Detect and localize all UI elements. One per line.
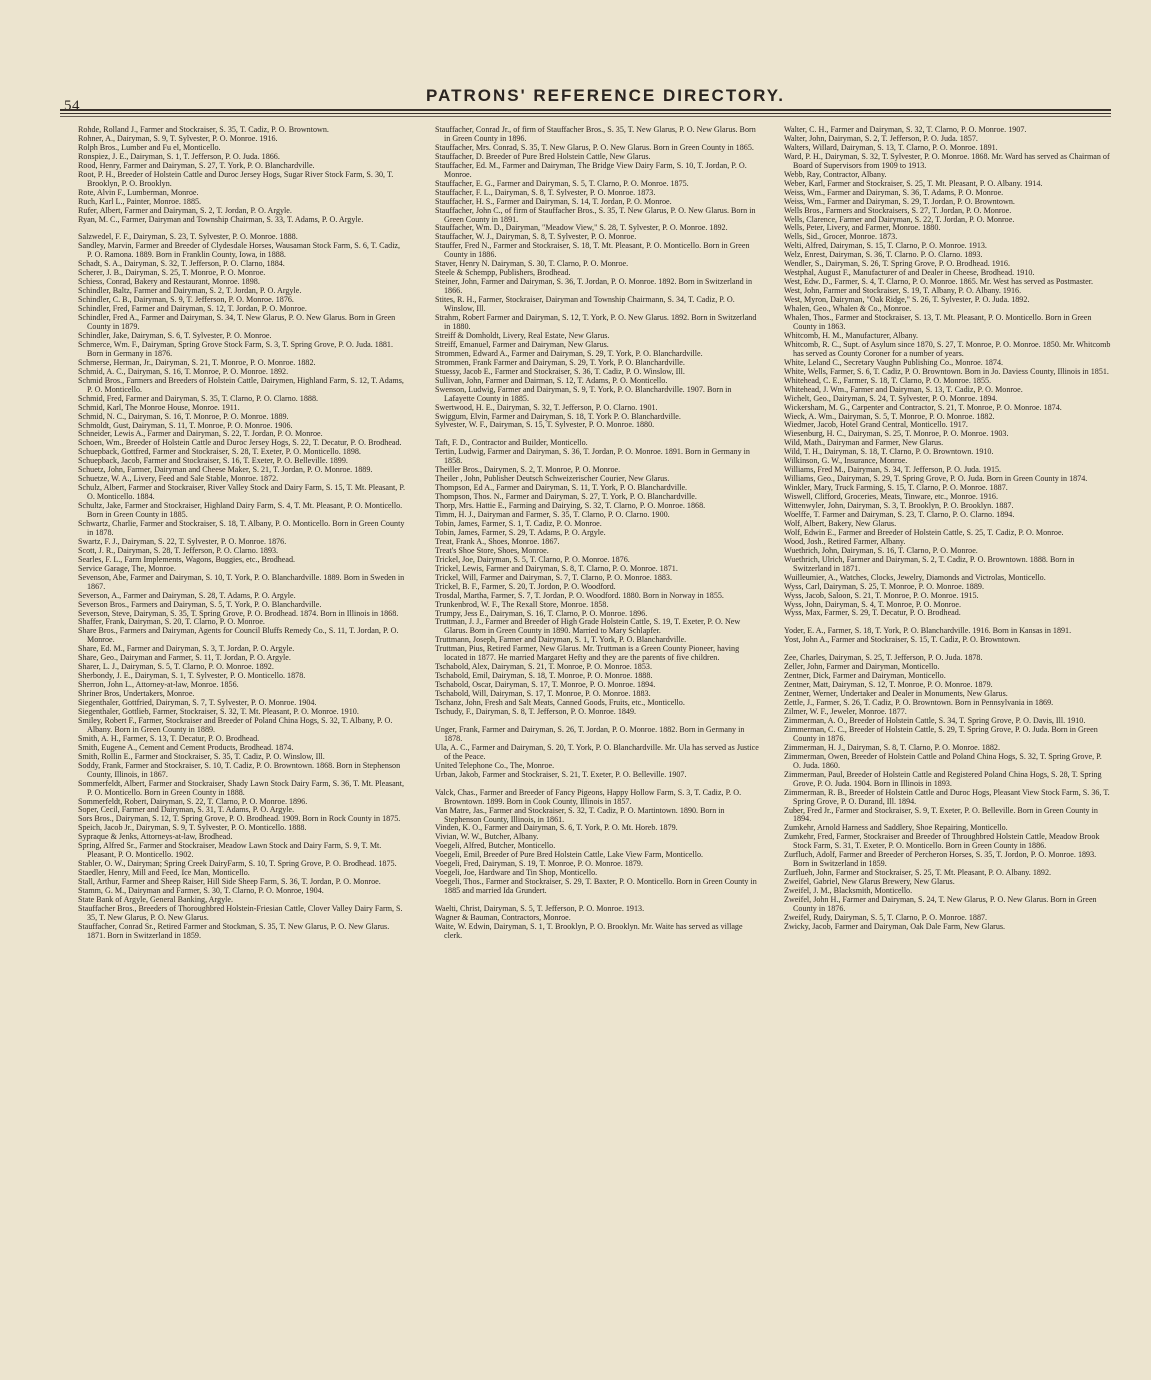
directory-entry: Trickel, B. F., Farmer, S. 20, T. Jordon, P. O. Woodford.	[435, 581, 616, 591]
directory-entry: Sharer, L. J., Dairyman, S. 5, T. Clarno, P. O. Monroe. 1892.	[78, 662, 274, 672]
directory-entry: Zweifel, John H., Farmer and Dairyman, S. 24, T. New Glarus, P. O. New Glarus. Born in Green County in 1876.	[784, 895, 1097, 914]
directory-entry: Rote, Alvin F., Lumberman, Monroe.	[78, 187, 199, 197]
directory-entry: Unger, Frank, Farmer and Dairyman, S. 26, T. Jordan, P. O. Monroe. 1882. Born in Germany in 1878.	[435, 724, 745, 743]
directory-entry: Schuetze, W. A., Livery, Feed and Sale Stable, Monroe. 1872.	[78, 474, 279, 484]
directory-entry: Zentner, Matt, Dairyman, S. 12, T. Monroe, P. O. Monroe. 1879.	[784, 680, 993, 690]
directory-entry: Whitehead, J. Wm., Farmer and Dairyman, S. 13, T. Cadiz, P. O. Monroe.	[784, 384, 1023, 394]
directory-entry: Strommen, Edward A., Farmer and Dairyman, S. 29, T. York, P. O. Blanchardville.	[435, 348, 703, 358]
directory-entry: Sevenson, Abe, Farmer and Dairyman, S. 10, T. York, P. O. Blanchardville. 1889. Born in Sweden in 1867.	[78, 572, 405, 591]
directory-entry: Stauffacher, Conrad Sr., Retired Farmer and Stockman, S. 35, T. New Glarus, P. O. New Glarus. 1871. Born in Switzerland in 1859.	[78, 921, 390, 940]
directory-entry: Schiess, Conrad, Bakery and Restaurant, Monroe. 1898.	[78, 277, 260, 287]
directory-entry: Schindler, C. B., Dairyman, S. 9, T. Jefferson, P. O. Monroe. 1876.	[78, 295, 294, 305]
directory-entry: Zuber, Fred Jr., Farmer and Stockraiser, S. 9, T. Exeter, P. O. Belleville. Born in Green County in 1894.	[784, 805, 1098, 824]
directory-entry: Thorp, Mrs. Hattie E., Farming and Dairying, S. 32, T. Clarno, P. O. Monroe. 1868.	[435, 501, 706, 511]
directory-entry: Wells Bros., Farmers and Stockraisers, S. 27, T. Jordan, P. O. Monroe.	[784, 205, 1012, 215]
directory-entry: Whitcomb, H. M., Manufacturer, Albany.	[784, 330, 919, 340]
directory-entry: Treat's Shoe Store, Shoes, Monroe.	[435, 545, 549, 555]
directory-entry: Wilkinson, G. W., Insurance, Monroe.	[784, 456, 908, 466]
directory-entry: Sherron, John L., Attorney-at-law, Monroe. 1856.	[78, 680, 239, 690]
directory-entry: Wichelt, Geo., Dairyman, S. 24, T. Sylvester, P. O. Monroe. 1894.	[784, 393, 998, 403]
directory-entry: Stauffacher, John C., of firm of Stauffacher Bros., S. 35, T. New Glarus, P. O. New Glarus. Born in Green County in 1891.	[435, 205, 756, 224]
directory-entry: Zweifel, J. M., Blacksmith, Monticello.	[784, 886, 913, 896]
directory-entry: Theiler , John, Publisher Deutsch Schweizerischer Courier, New Glarus.	[435, 474, 670, 484]
directory-entry: Williams, Geo., Dairyman, S. 29, T. Spring Grove, P. O. Juda. Born in Green County in 1874.	[784, 474, 1088, 484]
directory-entry: Wild, T. H., Dairyman, S. 18, T. Clarno, P. O. Browntown. 1910.	[784, 447, 994, 457]
directory-entry: Sylvester, W. F., Dairyman, S. 15, T. Sylvester, P. O. Monroe. 1880.	[435, 420, 655, 430]
directory-entry: West, John, Farmer and Stockraiser, S. 19, T. Albany, P. O. Albany. 1916.	[784, 286, 1022, 296]
directory-entry: Schindler, Fred A., Farmer and Dairyman, S. 34, T. New Glarus, P. O. New Glarus. Born in Green County in 1879.	[78, 313, 396, 332]
directory-entry: Wyss, John, Dairyman, S. 4, T. Monroe, P. O. Monroe.	[784, 599, 962, 609]
directory-entry: Wittenwyler, John, Dairyman, S. 3, T. Brooklyn, P. O. Brooklyn. 1887.	[784, 501, 1014, 511]
directory-entry: Root, P. H., Breeder of Holstein Cattle and Duroc Jersey Hogs, Sugar River Stock Farm, S. 30, T. Brooklyn, P. O. Brooklyn.	[78, 169, 394, 188]
directory-entry: Truttmann, Joseph, Farmer and Dairyman, S. 1, T. York, P. O. Blanchardville.	[435, 635, 687, 645]
directory-entry: Tschabold, Alex, Dairyman, S. 21, T. Monroe, P. O. Monroe. 1853.	[435, 662, 652, 672]
directory-entry: Whalen, Thos., Farmer and Stockraiser, S. 13, T. Mt. Pleasant, P. O. Monticello. Born in Green County in 1863.	[784, 313, 1092, 331]
directory-entry: Sypraque & Jenks, Attorneys-at-law, Brodhead.	[78, 832, 233, 842]
directory-entry: Welz, Enrest, Dairyman, S. 36, T. Clarno. P. O. Clarno. 1893.	[784, 250, 983, 260]
directory-entry: Schulz, Albert, Farmer and Stockraiser, River Valley Stock and Dairy Farm, S. 15, T. Mt. Pleasant, P. O. Monticello. 1884.	[78, 483, 405, 502]
directory-entry: Wickersham, M. G., Carpenter and Contractor, S. 21, T. Monroe, P. O. Monroe. 1874.	[784, 402, 1062, 412]
directory-entry: Zimmerman, C. C., Breeder of Holstein Cattle, S. 29, T. Spring Grove, P. O. Juda. Born in Green County in 1876.	[784, 724, 1098, 743]
directory-entry: Schoen, Wm., Breeder of Holstein Cattle and Duroc Jersey Hogs, S. 22, T. Decatur, P. O. Brodhead.	[78, 438, 402, 448]
directory-entry: Schindler, Fred, Farmer and Dairyman, S. 12, T. Jordan, P. O. Monroe.	[78, 304, 307, 314]
directory-entry: Wood, Josh., Retired Farmer, Albany.	[784, 536, 906, 546]
directory-entry: Thompson, Ed A., Farmer and Dairyman, S. 11, T. York, P. O. Blanchardville.	[435, 483, 688, 493]
directory-entry: Yoder, E. A., Farmer, S. 18, T. York, P. O. Blanchardville. 1916. Born in Kansas in 1891.	[784, 626, 1072, 636]
directory-entry: Zimmerman, H. J., Dairyman, S. 8, T. Clarno, P. O. Monroe. 1882.	[784, 742, 1000, 752]
directory-entry: Stauffacher, H. S., Farmer and Dairyman, S. 14, T. Jordan, P. O. Monroe.	[435, 196, 672, 206]
directory-entry: Weiss, Wm., Farmer and Dairyman, S. 29, T. Jordan, P. O. Browntown.	[784, 196, 1015, 206]
directory-entry: Schadt, S. A., Dairyman, S. 32, T. Jefferson, P. O. Clarno, 1884.	[78, 259, 285, 269]
directory-entry: Tobin, James, Farmer, S. 29, T. Adams, P. O. Argyle.	[435, 527, 606, 537]
directory-entry: Trickel, Will, Farmer and Dairyman, S. 7, T. Clarno, P. O. Monroe. 1883.	[435, 572, 672, 582]
directory-entry: Whitehead, C. E., Farmer, S. 18, T. Clarno, P. O. Monroe. 1855.	[784, 375, 992, 385]
directory-entry: Trumpy, Jess E., Dairyman, S. 16, T. Clarno, P. O. Monroe. 1896.	[435, 608, 648, 618]
directory-entry: Sommerfeldt, Robert, Dairyman, S. 22, T. Clarno, P. O. Monroe. 1896.	[78, 796, 308, 806]
directory-entry: Swertwood, H. E., Dairyman, S. 32, T. Jefferson, P. O. Clarno. 1901.	[435, 402, 658, 412]
directory-entry: Zumkehr, Fred, Farmer, Stockraiser and Breeder of Throughbred Holstein Cattle, Meadow Brook Stock Farm, S. 31, T. Exeter, P. O. Monticello. Born in Green County in 1886.	[784, 832, 1100, 851]
directory-entry: Severson, A., Farmer and Dairyman, S. 28, T. Adams, P. O. Argyle.	[78, 590, 296, 600]
directory-entry: Tobin, James, Farmer, S. 1, T. Cadiz, P. O. Monroe.	[435, 518, 602, 528]
directory-entry: Schwartz, Charlie, Farmer and Stockraiser, S. 18, T. Albany, P. O. Monticello. Born in Green County in 1878.	[78, 518, 405, 537]
directory-entry: Schuepback, Jacob, Farmer and Stockraiser, S. 16, T. Exeter, P. O. Belleville. 1899.	[78, 456, 348, 466]
directory-entry: Schmid, Fred, Farmer and Dairyman, S. 35, T. Clarno, P. O. Clarno. 1888.	[78, 393, 319, 403]
directory-entry: Zweifel, Gabriel, New Glarus Brewery, New Glarus.	[784, 877, 955, 887]
directory-entry: Stites, R. H., Farmer, Stockraiser, Dairyman and Township Chairmann, S. 34, T. Cadiz, P. O. Winslow, Ill.	[435, 295, 735, 314]
directory-entry: Tschabold, Will, Dairyman, S. 17, T. Monroe, P. O. Monroe. 1883.	[435, 689, 651, 699]
directory-entry: Rohde, Rolland J., Farmer and Stockraiser, S. 35, T. Cadiz, P. O. Browntown.	[78, 125, 329, 134]
directory-entry: Schuepback, Gottfred, Farmer and Stockraiser, S. 28, T. Exeter, P. O. Monticello. 1898.	[78, 447, 361, 457]
directory-entry: Stauffacher, F. L., Dairyman, S. 8, T. Sylvester, P. O. Monroe. 1873.	[435, 187, 656, 197]
directory-entry: Vinden, K. O., Farmer and Dairyman, S. 6, T. York, P. O. Mt. Horeb. 1879.	[435, 823, 678, 833]
directory-entry: Ronspiez, J. E., Dairyman, S. 1, T. Jefferson, P. O. Juda. 1866.	[78, 151, 280, 161]
directory-entry: Trickel, Lewis, Farmer and Dairyman, S. 8, T. Clarno, P. O. Monroe. 1871.	[435, 563, 678, 573]
directory-entry: Stauffacher, E. G., Farmer and Dairyman, S. 5, T. Clarno, P. O. Monroe. 1875.	[435, 178, 689, 188]
directory-entry: Woelffe, T. Farmer and Dairyman, S. 23, T. Clarno, P. O. Clarno. 1894.	[784, 509, 1015, 519]
directory-entry: Zweifel, Rudy, Dairyman, S. 5, T. Clarno, P. O. Monroe. 1887.	[784, 912, 988, 922]
directory-entry: Stauffacher, Wm. D., Dairyman, "Meadow View," S. 28, T. Sylvester, P. O. Monroe. 1892.	[435, 223, 728, 233]
directory-entry: Rohner, A., Dairyman, S. 9, T. Sylvester, P. O. Monroe. 1916.	[78, 133, 278, 143]
directory-entry: Stabler, O. W., Dairyman; Spring Creek DairyFarm, S. 10, T. Spring Grove, P. O. Brodhead. 1875.	[78, 859, 397, 869]
page-title: PATRONS' REFERENCE DIRECTORY.	[426, 86, 785, 105]
directory-entry: Urban, Jakob, Farmer and Stockraiser, S. 21, T. Exeter, P. O. Belleville. 1907.	[435, 769, 687, 779]
directory-entry: Voegeli, Fred, Dairyman, S. 19, T. Monroe, P. O. Monroe. 1879.	[435, 859, 643, 869]
directory-entry: Tschabold, Emil, Dairyman, S. 18, T. Monroe, P. O. Monroe. 1888.	[435, 671, 653, 681]
directory-entry: Sommerfeldt, Albert, Farmer and Stockraiser, Shady Lawn Stock Dairy Farm, S. 36, T. Mt. Pleasant, P. O. Monticello. Born in Green County in 1888.	[78, 778, 404, 797]
directory-entry: Steele & Schempp, Publishers, Brodhead.	[435, 268, 571, 278]
directory-entry: Staver, Henry N. Dairyman, S. 30, T. Clarno, P. O. Monroe.	[435, 259, 629, 269]
directory-entry: Spring, Alfred Sr., Farmer and Stockraiser, Meadow Lawn Stock and Dairy Farm, S. 9, T. Mt. Pleasant, P. O. Monticello. 1902.	[78, 841, 382, 860]
directory-entry: Wolf, Edwin E., Farmer and Breeder of Holstein Cattle, S. 25, T. Cadiz, P. O. Monroe.	[784, 527, 1064, 537]
directory-entry: Smith, A. H., Farmer, S. 13, T. Decatur, P. O. Brodhead.	[78, 733, 260, 743]
directory-entry: Whalen, Geo., Whalen & Co., Monroe.	[784, 304, 912, 314]
directory-entry: Swartz, F. J., Dairyman, S. 22, T. Sylvester, P. O. Monroe. 1876.	[78, 536, 287, 546]
directory-entry: Ward, P. H., Dairyman, S. 32, T. Sylvester, P. O. Monroe. 1868. Mr. Ward has served as Chairman of Board of Supervisors from 1909 to 1913.	[784, 151, 1110, 170]
header-rule-thin	[60, 116, 1111, 117]
directory-entry: Ruch, Karl L., Painter, Monroe. 1885.	[78, 196, 202, 206]
directory-entry: Zilmer, W. F., Jeweler, Monroe. 1877.	[784, 707, 907, 717]
directory-entry: Zwicky, Jacob, Farmer and Dairyman, Oak Dale Farm, New Glarus.	[784, 921, 1006, 931]
directory-entry: Smiley, Robert F., Farmer, Stockraiser and Breeder of Poland China Hogs, S. 32, T. Albany, P. O. Albany. Born in Green County in 1889.	[78, 715, 393, 734]
directory-entry: Schindler, Baltz, Farmer and Dairyman, S. 2, T. Jordan, P. O. Argyle.	[78, 286, 302, 296]
directory-entry: Rood, Henry, Farmer and Dairyman, S. 27, T. York, P. O. Blanchardville.	[78, 160, 315, 170]
directory-entry: Sandley, Marvin, Farmer and Breeder of Clydesdale Horses, Wausaman Stock Farm, S. 6, T. Cadiz, P. O. Ramona. 1889. Born in Franklin County, Iowa, in 1888.	[78, 241, 401, 260]
directory-entry: Schmid, A. C., Dairyman, S. 16, T. Monroe, P. O. Monroe. 1892.	[78, 366, 289, 376]
directory-entry: Wolf, Albert, Bakery, New Glarus.	[784, 518, 897, 528]
directory-entry: Soddy, Frank, Farmer and Stockraiser, S. 10, T. Cadiz, P. O. Browntown. 1868. Born in Stephenson County, Illinois, in 1867.	[78, 760, 401, 779]
header-rule	[60, 109, 1111, 114]
directory-entry: Stauffacher, D. Breeder of Pure Bred Holstein Cattle, New Glarus.	[435, 151, 651, 161]
directory-entry: Valck, Chas., Farmer and Breeder of Fancy Pigeons, Happy Hollow Farm, S. 3, T. Cadiz, P. O. Browntown. 1899. Born in Cook County, Illinois in 1857.	[435, 787, 742, 806]
directory-column-3	[784, 126, 1111, 932]
directory-entry: Service Garage, The, Monroe.	[78, 563, 176, 573]
directory-entry: Schmid, N. C., Dairyman, S. 16, T. Monroe, P. O. Monroe. 1889.	[78, 411, 289, 421]
directory-entry: Salzwedel, F. F., Dairyman, S. 23, T. Sylvester, P. O. Monroe. 1888.	[78, 232, 298, 242]
directory-entry: Webb, Ray, Contractor, Albany.	[784, 169, 887, 179]
directory-entry: Trosdal, Martha, Farmer, S. 7, T. Jordan, P. O. Woodford. 1880. Born in Norway in 1855.	[435, 590, 724, 600]
directory-entry: Speich, Jacob Jr., Dairyman, S. 9, T. Sylvester, P. O. Monticello. 1888.	[78, 823, 307, 833]
directory-entry: Thompson, Thos. N., Farmer and Dairyman, S. 27, T. York, P. O. Blanchardville.	[435, 492, 697, 502]
directory-entry: Wild, Math., Dairyman and Farmer, New Glarus.	[784, 438, 944, 448]
directory-entry: Stauffer, Fred N., Farmer and Stockraiser, S. 18, T. Mt. Pleasant, P. O. Monticello. Born in Green County in 1886.	[435, 241, 750, 260]
directory-entry: Schmid Bros., Farmers and Breeders of Holstein Cattle, Dairymen, Highland Farm, S. 12, T. Adams, P. O. Monticello.	[78, 375, 404, 394]
directory-entry: Wuethrich, Ulrich, Farmer and Dairyman, S. 2, T. Cadiz, P. O. Browntown. 1888. Born in Switzerland in 1871.	[784, 554, 1075, 573]
directory-entry: Zentner, Dick, Farmer and Dairyman, Monticello.	[784, 671, 946, 681]
directory-entry: Welti, Alfred, Dairyman, S. 15, T. Clarno, P. O. Monroe. 1913.	[784, 241, 987, 251]
directory-entry: Rolph Bros., Lumber and Fu el, Monticello.	[78, 142, 221, 152]
directory-entry: Trickel, Joe, Dairyman, S. 5, T. Clarno, P. O. Monroe. 1876.	[435, 554, 630, 564]
directory-entry: Wyss, Jacob, Saloon, S. 21, T. Monroe, P. O. Monroe. 1915.	[784, 590, 979, 600]
directory-entry: Scott, J. R., Dairyman, S. 28, T. Jefferson, P. O. Clarno. 1893.	[78, 545, 279, 555]
directory-entry: Stauffacher Bros., Breeders of Thoroughbred Holstein-Friesian Cattle, Clover Valley Dairy Farm, S. 35, T. New Glarus, P. O. New Glarus.	[78, 903, 403, 922]
directory-entry: Zimmerman, Paul, Breeder of Holstein Cattle and Registered Poland China Hogs, S. 28, T. Spring Grove, P. O. Juda. 1904. Born in Illinois in 1893.	[784, 769, 1102, 788]
directory-column-1	[78, 126, 405, 941]
directory-entry: West, Edw. D., Farmer, S. 4, T. Clarno, P. O. Monroe. 1865. Mr. West has served as Postmaster.	[784, 277, 1093, 287]
directory-entry: Winkler, Mary, Truck Farming, S. 15, T. Clarno, P. O. Monroe. 1887.	[784, 483, 1008, 493]
directory-entry: Stuessy, Jacob E., Farmer and Stockraiser, S. 36, T. Cadiz, P. O. Winslow, Ill.	[435, 366, 685, 376]
directory-entry: Zeller, John, Farmer and Dairyman, Monticello.	[784, 662, 940, 672]
directory-entry: Whitcomb, R. C., Supt. of Asylum since 1870, S. 27, T. Monroe, P. O. Monroe. 1850. Mr. Whitcomb has served as County Coroner for a number of years.	[784, 339, 1111, 358]
directory-entry: Voegeli, Thos., Farmer and Stockraiser, S. 29, T. Baxter, P. O. Monticello. Born in Green County in 1885 and married Ida Grundert.	[435, 877, 757, 896]
directory-entry: Share Bros., Farmers and Dairyman, Agents for Council Bluffs Remedy Co., S. 11, T. Jordan, P. O. Monroe.	[78, 626, 399, 645]
directory-entry: Wendler, S., Dairyman, S. 26, T. Spring Grove, P. O. Brodhead. 1916.	[784, 259, 1010, 269]
directory-entry: Zimmerman, Owen, Breeder of Holstein Cattle and Poland China Hogs, S. 32, T. Spring Grove, P. O. Juda. 1860.	[784, 751, 1102, 770]
directory-entry: Walter, John, Dairyman, S. 2, T. Jefferson, P. O. Juda. 1857.	[784, 133, 978, 143]
directory-entry: Ula, A. C., Farmer and Dairyman, S. 20, T. York, P. O. Blanchardville. Mr. Ula has served as Justice of the Peace.	[435, 742, 759, 761]
directory-entry: Smith, Rollin E., Farmer and Stockraiser, S. 35, T. Cadiz, P. O. Winslow, Ill.	[78, 751, 325, 761]
directory-entry: Schindler, Jake, Dairyman, S. 6, T. Sylvester, P. O. Monroe.	[78, 330, 272, 340]
directory-entry: Trunkenbrod, W. F., The Rexall Store, Monroe. 1858.	[435, 599, 609, 609]
directory-entry: Smith, Eugene A., Cement and Cement Products, Brodhead. 1874.	[78, 742, 294, 752]
directory-entry: Schultz, Jake, Farmer and Stockraiser, Highland Dairy Farm, S. 4, T. Mt. Pleasant, P. O. Monticello. Born in Green County in 1885.	[78, 501, 403, 520]
directory-entry: Yost, John A., Farmer and Stockraiser, S. 15, T. Cadiz, P. O. Browntown.	[784, 635, 1021, 645]
directory-entry: Shriner Bros, Undertakers, Monroe.	[78, 689, 195, 699]
directory-entry: United Telephone Co., The, Monroe.	[435, 760, 555, 770]
directory-entry: Voegeli, Joe, Hardware and Tin Shop, Monticello.	[435, 868, 598, 878]
directory-entry: Staedler, Henry, Mill and Feed, Ice Man, Monticello.	[78, 868, 250, 878]
directory-entry: Taft, F. D., Contractor and Builder, Monticello.	[435, 438, 588, 448]
directory-entry: Tertin, Ludwig, Farmer and Dairyman, S. 36, T. Jordan, P. O. Monroe. 1891. Born in Germany in 1858.	[435, 447, 750, 466]
directory-entry: Searles, F. L., Farm Implements, Wagons, Buggies, etc., Brodhead.	[78, 554, 296, 564]
directory-entry: Zurflueh, John, Farmer and Stockraiser, S. 25, T. Mt. Pleasant, P. O. Albany. 1892.	[784, 868, 1052, 878]
directory-entry: Sullivan, John, Farmer and Dairman, S. 12, T. Adams, P. O. Monticello.	[435, 375, 668, 385]
directory-entry: Schmerce, Wm. F., Dairyman, Spring Grove Stock Farm, S. 3, T. Spring Grove, P. O. Juda. 1881. Born in Germany in 1876.	[78, 339, 393, 358]
directory-entry: Zimmerman, A. O., Breeder of Holstein Cattle, S. 34, T. Spring Grove, P. O. Davis, Ill. 1910.	[784, 716, 1086, 725]
directory-entry: Schmerse, Herman, Jr., Dairyman, S. 21, T. Monroe, P. O. Monroe. 1882.	[78, 357, 316, 367]
directory-entry: Walters, Willard, Dairyman, S. 13, T. Clarno, P. O. Monroe. 1891.	[784, 142, 998, 152]
directory-entry: Share, Ed. M., Farmer and Dairyman, S. 3, T. Jordan, P. O. Argyle.	[78, 644, 295, 654]
directory-entry: Tschudy, F., Dairyman, S. 8, T. Jefferson, P. O. Monroe. 1849.	[435, 707, 637, 716]
directory-entry: Schneider, Lewis A., Farmer and Dairyman, S. 22, T. Jordan, P. O. Monroe.	[78, 429, 323, 439]
directory-entry: Share, Geo., Dairyman and Farmer, S. 11, T. Jordan, P. O. Argyle.	[78, 653, 291, 663]
directory-entry: Swiggum, Elvin, Farmer and Dairyman, S. 18, T. York P. O. Blanchardville.	[435, 411, 681, 421]
directory-entry: Siegenthaler, Gottfried, Dairyman, S. 7, T. Sylvester, P. O. Monroe. 1904.	[78, 698, 317, 708]
directory-entry: Wells, Clarence, Farmer and Dairyman, S. 22, T. Jordan, P. O. Monroe.	[784, 214, 1015, 224]
directory-entry: Severson Bros., Farmers and Dairyman, S. 5, T. York, P. O. Blanchardville.	[78, 599, 322, 609]
directory-entry: Williams, Fred M., Dairyman, S. 34, T. Jefferson, P. O. Juda. 1915.	[784, 465, 1002, 475]
directory-entry: Stauffacher, Conrad Jr., of firm of Stauffacher Bros., S. 35, T. New Glarus, P. O. New Glarus. Born in Green County in 1896.	[435, 125, 756, 143]
directory-entry: Weiss, Wm., Farmer and Dairyman, S. 36, T. Adams, P. O. Monroe.	[784, 187, 1004, 197]
directory-entry: Stall, Arthur, Farmer and Sheep Raiser, Hill Side Sheep Farm, S. 36, T. Jordan, P. O. Monroe.	[78, 877, 381, 887]
directory-entry: Severson, Steve, Dairyman, S. 35, T. Spring Grove, P. O. Brodhead. 1874. Born in Illinois in 1868.	[78, 608, 399, 618]
directory-entry: Wagner & Bauman, Contractors, Monroe.	[435, 913, 571, 923]
directory-entry: Wyss, Carl, Dairyman, S. 25, T. Monroe, P. O. Monroe. 1889.	[784, 581, 984, 591]
directory-entry: Walter, C. H., Farmer and Dairyman, S. 32, T. Clarno, P. O. Monroe. 1907.	[784, 125, 1027, 134]
directory-entry: Zurfluch, Adolf, Farmer and Breeder of Percheron Horses, S. 35, T. Jordon, P. O. Monroe. 1893. Born in Switzerland in 1859.	[784, 850, 1097, 869]
directory-entry: Ryan, M. C., Farmer, Dairyman and Township Chairman, S. 33, T. Adams, P. O. Argyle.	[78, 214, 364, 224]
directory-entry: Wuethrich, John, Dairyman, S. 16, T. Clarno, P. O. Monroe.	[784, 545, 978, 555]
directory-entry: Siegenthaler, Gottlieb, Farmer, Stockraiser, S. 32, T. Mt. Pleasant, P. O. Monroe. 1910.	[78, 707, 359, 716]
page-number: 54	[64, 98, 80, 114]
directory-entry: Truttman, Pius, Retired Farmer, New Glarus. Mr. Truttman is a Green County Pioneer, having located in 1877. He married Margaret Hefty and they are the parents of five children.	[435, 644, 740, 663]
directory-entry: Waelti, Christ, Dairyman, S. 5, T. Jefferson, P. O. Monroe. 1913.	[435, 904, 645, 914]
directory-entry: Timm, H. J., Dairyman and Farmer, S. 35, T. Clarno, P. O. Clarno. 1900.	[435, 510, 670, 520]
directory-entry: Truttman, J. J., Farmer and Breeder of High Grade Holstein Cattle, S. 19, T. Exeter, P. O. New Glarus. Born in Green County in 1890. Married to Mary Schlapfer.	[435, 617, 741, 636]
directory-entry: Soper, Cecil, Farmer and Dairyman, S. 31, T. Adams, P. O. Argyle.	[78, 805, 295, 815]
directory-entry: Wiedmer, Jacob, Hotel Grand Central, Monticello. 1917.	[784, 420, 968, 430]
directory-entry: Sors Bros., Dairyman, S. 12, T. Spring Grove, P. O. Brodhead. 1909. Born in Rock County in 1875.	[78, 814, 401, 824]
directory-entry: White, Wells, Farmer, S. 6, T. Cadiz, P. O. Browntown. Born in Jo. Daviess County, Illinois in 1851.	[784, 366, 1109, 376]
directory-entry: Waite, W. Edwin, Dairyman, S. 1, T. Brooklyn, P. O. Brooklyn. Mr. Waite has served as village clerk.	[435, 922, 743, 940]
directory-entry: Wuilleumier, A., Watches, Clocks, Jewelry, Diamonds and Victrolas, Monticello.	[784, 572, 1046, 582]
directory-entry: Steiner, John, Farmer and Dairyman, S. 36, T. Jordan, P. O. Monroe. 1892. Born in Switzerland in 1866.	[435, 277, 753, 296]
directory-entry: Schuetz, John, Farmer, Dairyman and Cheese Maker, S. 21, T. Jordan, P. O. Monroe. 1889.	[78, 465, 373, 475]
directory-entry: West, Myron, Dairyman, "Oak Ridge," S. 26, T. Sylvester, P. O. Juda. 1892.	[784, 295, 1030, 305]
directory-entry: State Bank of Argyle, General Banking, Argyle.	[78, 895, 234, 905]
directory-entry: Stauffacher, Ed. M., Farmer and Dairyman, The Bridge View Dairy Farm, S. 10, T. Jordan, P. O. Monroe.	[435, 160, 747, 179]
directory-entry: Wiswell, Clifford, Groceries, Meats, Tinware, etc., Monroe. 1916.	[784, 492, 998, 502]
directory-entry: Wieck, A. Wm., Dairyman, S. 5, T. Monroe, P. O. Monroe. 1882.	[784, 411, 995, 421]
directory-entry: Treat, Frank A., Shoes, Monroe. 1867.	[435, 536, 560, 546]
directory-entry: Zumkehr, Arnold Harness and Saddlery, Shoe Repairing, Monticello.	[784, 823, 1008, 833]
directory-entry: Zimmerman, R. B., Breeder of Holstein Cattle and Duroc Hogs, Pleasant View Stock Farm, S. 36, T. Spring Grove, P. O. Durand, Ill. 1894.	[784, 787, 1110, 806]
directory-entry: Voegeli, Emil, Breeder of Pure Bred Holstein Cattle, Lake View Farm, Monticello.	[435, 850, 704, 860]
directory-entry: Swenson, Ludwig, Farmer and Dairyman, S. 9, T. York, P. O. Blanchardville. 1907. Born in Lafayette County in 1885.	[435, 384, 732, 403]
directory-entry: Streiff, Emanuel, Farmer and Dairyman, New Glarus.	[435, 339, 609, 349]
directory-entry: Wells, Sid., Grocer, Monroe. 1873.	[784, 232, 898, 242]
directory-entry: Strommen, Frank Farmer and Dairyman, S. 29, T. York, P. O. Blanchardville.	[435, 357, 685, 367]
directory-entry: Sherbondy, J. E., Dairyman, S. 1, T. Sylvester, P. O. Monticello. 1878.	[78, 671, 306, 681]
directory-column-2	[435, 126, 762, 941]
directory-entry: Voegeli, Alfred, Butcher, Monticello.	[435, 841, 556, 851]
directory-entry: Shaffer, Frank, Dairyman, S. 20, T. Clarno, P. O. Monroe.	[78, 617, 265, 627]
directory-entry: Streiff & Domholdt, Livery, Real Estate, New Glarus.	[435, 330, 610, 340]
directory-entry: Schmoldt, Gust, Dairyman, S. 11, T. Monroe, P. O. Monroe. 1906.	[78, 420, 293, 430]
directory-entry: Van Matre, Jas., Farmer and Stockraiser, S. 32, T. Cadiz, P. O. Martintown. 1890. Born in Stephenson County, Illinois, in 1861.	[435, 805, 725, 824]
directory-entry: Scherer, J. B., Dairyman, S. 25, T. Monroe, P. O. Monroe.	[78, 268, 266, 278]
directory-entry: Wyss, Max, Farmer, S. 29, T. Decatur, P. O. Brodhead.	[784, 608, 961, 618]
directory-entry: Vivian, W. W., Butcher, Albany.	[435, 832, 539, 842]
directory-entry: Wiesenburg, H. C., Dairyman, S. 25, T. Monroe, P. O. Monroe. 1903.	[784, 429, 1009, 439]
directory-entry: White, Leland C., Secretary Vaughn Publishing Co., Monroe. 1874.	[784, 357, 1004, 367]
directory-entry: Tschabold, Oscar, Dairyman, S. 17, T. Monroe, P. O. Monroe. 1894.	[435, 680, 656, 690]
directory-entry: Strahm, Robert Farmer and Dairyman, S. 12, T. York, P. O. New Glarus. 1892. Born in Switzerland in 1880.	[435, 313, 757, 331]
directory-entry: Stauffacher, W. J., Dairyman, S. 8, T. Sylvester, P. O. Monroe.	[435, 232, 637, 242]
directory-entry: Zentner, Werner, Undertaker and Dealer in Monuments, New Glarus.	[784, 689, 1008, 699]
directory-entry: Tschanz, John, Fresh and Salt Meats, Canned Goods, Fruits, etc., Monticello.	[435, 698, 685, 708]
directory-entry: Zee, Charles, Dairyman, S. 25, T. Jefferson, P. O. Juda. 1878.	[784, 653, 983, 663]
directory-entry: Wells, Peter, Livery, and Farmer, Monroe. 1880.	[784, 223, 941, 233]
directory-entry: Westphal, August F., Manufacturer of and Dealer in Cheese, Brodhead. 1910.	[784, 268, 1035, 278]
directory-entry: Stauffacher, Mrs. Conrad, S. 35, T. New Glarus, P. O. New Glarus. Born in Green County in 1865.	[435, 142, 754, 152]
directory-entry: Zettle, J., Farmer, S. 26, T. Cadiz, P. O. Browntown. Born in Pennsylvania in 1869.	[784, 698, 1054, 708]
directory-entry: Rufer, Albert, Farmer and Dairyman, S. 2, T. Jordan, P. O. Argyle.	[78, 205, 292, 215]
directory-entry: Stamm, G. M., Dairyman and Farmer, S. 30, T. Clarno, P. O. Monroe, 1904.	[78, 886, 324, 896]
directory-entry: Schmid, Karl, The Monroe House, Monroe. 1911.	[78, 402, 240, 412]
directory-entry: Theiller Bros., Dairymen, S. 2, T. Monroe, P. O. Monroe.	[435, 465, 621, 475]
directory-entry: Weber, Karl, Farmer and Stockraiser, S. 25, T. Mt. Pleasant, P. O. Albany. 1914.	[784, 178, 1043, 188]
